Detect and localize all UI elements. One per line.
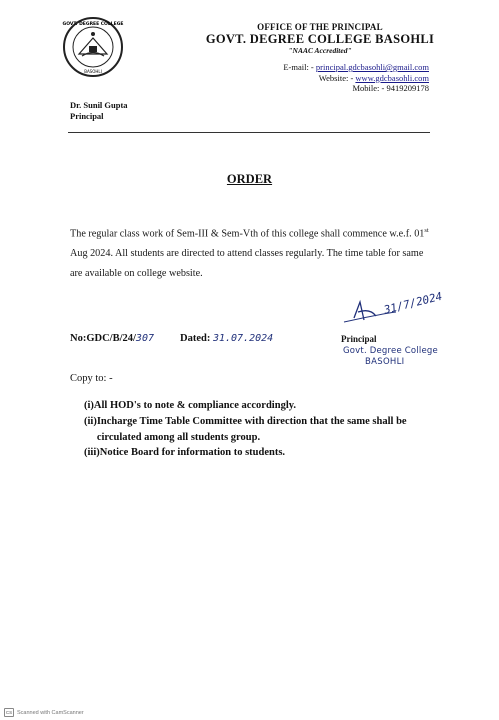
copy-to-label: Copy to: - <box>70 373 113 384</box>
order-number-handwritten: 307 <box>135 333 154 344</box>
order-date: Dated: 31.07.2024 <box>180 333 274 344</box>
order-number: No:GDC/B/24/307 <box>70 333 154 344</box>
order-title: ORDER <box>226 172 273 186</box>
college-emblem-logo <box>62 16 124 78</box>
email-link[interactable]: principal.gdcbasohli@gmail.com <box>315 62 429 72</box>
svg-text:GOVT. DEGREE COLLEGE: GOVT. DEGREE COLLEGE <box>62 22 124 27</box>
issuer-name: Dr. Sunil Gupta <box>70 100 128 110</box>
stamp-line-2: BASOHLI <box>365 357 405 367</box>
order-date-handwritten: 31.07.2024 <box>212 333 274 344</box>
scanner-footer <box>4 708 84 717</box>
stamp-line-1: Govt. Degree College <box>343 346 438 356</box>
handwritten-signature <box>340 288 450 334</box>
college-name: GOVT. DEGREE COLLEGE BASOHLI <box>205 32 435 46</box>
office-heading: OFFICE OF THE PRINCIPAL <box>257 22 383 32</box>
svg-text:BASOHLI: BASOHLI <box>84 69 102 74</box>
signature-date: 31/7/2024 <box>382 289 444 317</box>
email-line: E-mail: - principal.gdcbasohli@gmail.com <box>283 62 429 72</box>
cs-icon: CS <box>5 710 13 715</box>
principal-stamp <box>335 330 455 380</box>
issuer-block <box>70 100 128 122</box>
list-item: (i) All HOD's to note & compliance accordingly. <box>84 400 297 411</box>
scanner-text: Scanned with CamScanner <box>17 709 84 716</box>
copy-to-list <box>84 398 444 461</box>
naac-tagline: "NAAC Accredited" <box>288 46 352 55</box>
list-item: (ii) Incharge Time Table Committee with direction that the same shall be circulated among all students group. <box>84 415 407 443</box>
mobile-line: Mobile: - 9419209178 <box>352 83 429 93</box>
order-body: The regular class work of Sem-III & Sem-Vth of this college shall commence w.e.f. 01st Aug 2024. All students are directed to attend classes regularly. The time table for same are available on college website. <box>70 227 429 279</box>
contact-block <box>283 62 429 94</box>
issuer-designation: Principal <box>70 111 104 121</box>
website-link[interactable]: www.gdcbasohli.com <box>355 72 429 83</box>
header-divider <box>68 132 430 133</box>
list-item: (iii) Notice Board for information to students. <box>84 447 286 459</box>
website-line: Website: - www.gdcbasohli.com <box>318 72 429 83</box>
stamp-title: Principal <box>341 334 377 344</box>
